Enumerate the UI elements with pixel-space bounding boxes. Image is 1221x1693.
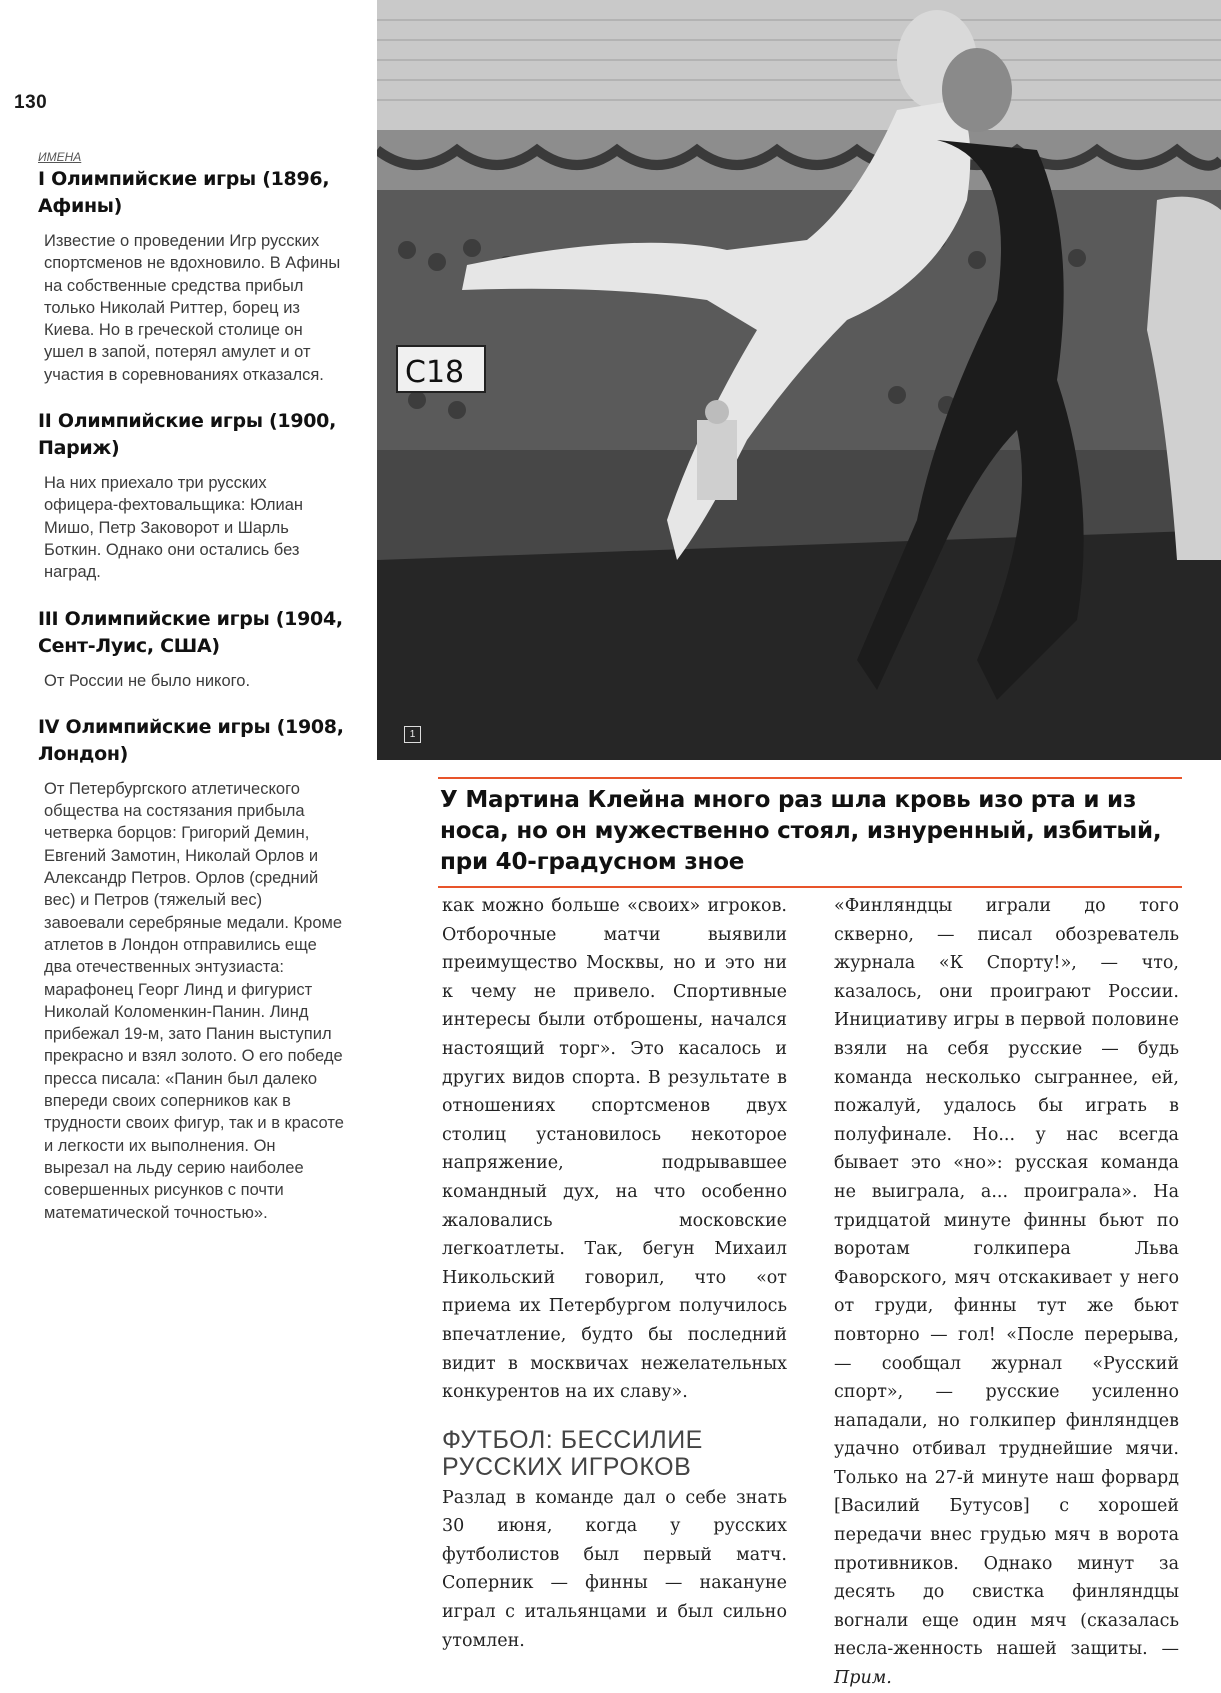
- footnote-marker: Прим.: [834, 1668, 892, 1689]
- sidebar-body: На них приехало три русских офицера-фехтовальщика: Юлиан Мишо, Петр Заковорот и Шарль Боткин. Однако они остались без наград.: [44, 474, 304, 582]
- article-paragraph: Разлад в команде дал о себе знать 30 июня, когда у русских футболистов был первый матч. Соперник — финны — накануне играл с итальянцами и был сильно утомлен.: [442, 1487, 787, 1651]
- section-heading-football: ФУТБОЛ: БЕССИЛИЕ РУССКИХ ИГРОКОВ: [442, 1425, 703, 1481]
- sidebar-section-1900: [38, 408, 348, 583]
- number-sign-text: C18: [405, 355, 465, 390]
- sidebar-names: [38, 150, 348, 1246]
- holding-wrestler-head: [942, 48, 1012, 132]
- sidebar-heading: II Олимпийские игры (1900, Париж): [38, 410, 337, 460]
- pullquote-rule-bottom: [438, 886, 1182, 888]
- sidebar-heading: III Олимпийские игры (1904, Сент-Луис, США): [38, 607, 343, 657]
- sidebar-heading: IV Олимпийские игры (1908, Лондон): [38, 715, 344, 765]
- wrestling-photo-illustration: [377, 0, 1221, 760]
- sidebar-section-1908: [38, 714, 348, 1224]
- sidebar-section-1904: [38, 606, 348, 692]
- photo-number-badge: 1: [404, 726, 421, 743]
- official-head: [705, 400, 729, 424]
- article-paragraph: [834, 892, 1179, 1693]
- official-figure: [697, 420, 737, 500]
- page-number: 130: [14, 92, 48, 113]
- article-paragraph: как можно больше «своих» игроков. Отборочные матчи выявили преимущество Москвы, но и это ни к чему не привело. Спортивные интересы были отброшены, начался настоящий торг». Это касалось и других видов спорта. В результате в отношениях спортсменов двух столиц установилось некоторое напряжение, подрывавшее командный дух, на что особенно жаловались московские легкоатлеты. Так, бегун Михаил Никольский говорил, что «от приема их Петербургом получилось впечатление, будто бы последний видит в москвичах нежелательных конкурентов на их славу».: [442, 896, 787, 1403]
- sidebar-kicker: ИМЕНА: [38, 150, 82, 164]
- wrestling-photo: [377, 0, 1221, 760]
- sidebar-body: От России не было никого.: [44, 671, 251, 690]
- article-column-1: [442, 892, 787, 1655]
- article-paragraph-text: «Финляндцы играли до того скверно, — писал обозреватель журнала «К Спорту!», — что, казалось, они проиграют России. Инициативу игры в первой половине взяли на себя русские — будь команда несколько сыграннее, ей, пожалуй, удалось бы играть в полуфинале. Но... у нас всегда бывает это «но»: русская команда не выиграла, а... проиграла». На тридцатой минуте финны бьют по воротам голкипера Льва Фаворского, мяч отскакивает у него от груди, финны тут же бьют повторно — гол! «После перерыва, — сообщал журнал «Русский спорт», — русские усиленно нападали, но голкипер финляндцев удачно отбивал труднейшие мячи. Только на 27-й минуте наш форвард [Василий Бутусов] с хорошей передачи внес грудью мяч в ворота противников. Однако минут за десять до свистка финляндцы вогнали еще один мяч (сказалась несла-женность нашей защиты. —: [834, 896, 1179, 1660]
- sidebar-body: Известие о проведении Игр русских спортсменов не вдохновило. В Афины на собственные средства прибыл только Николай Риттер, борец из Киева. Но в греческой столице он ушел в запой, потерял амулет и от участия в соревнованиях отказался.: [44, 232, 341, 384]
- pullquote-rule-top: [438, 777, 1182, 779]
- sidebar-body: От Петербургского атлетического общества на состязания прибыла четверка борцов: Григорий Демин, Евгений Замотин, Николай Орлов и Александр Петров. Орлов (средний вес) и Петров (тяжелый вес) завоевали серебряные медали. Кроме атлетов в Лондон отправились еще два отечественных энтузиаста: марафонец Георг Линд и фигурист Николай Коломенкин-Панин. Линд прибежал 19-м, зато Панин выступил прекрасно и взял золото. О его победе пресса писала: «Панин был далеко впереди своих соперников как в трудности своих фигур, так и в красоте и легкости их выполнения. Он вырезал на льду серию наиболее совершенных рисунков с почти математической точностью».: [44, 779, 344, 1222]
- mat: [377, 530, 1221, 760]
- sidebar-section-1896: [38, 166, 348, 386]
- sidebar-heading: I Олимпийские игры (1896, Афины): [38, 168, 330, 217]
- pullquote: У Мартина Клейна много раз шла кровь изо рта и из носа, но он мужественно стоял, изнуренный, избитый, при 40-градусном зное: [440, 787, 1162, 875]
- article-column-2: [834, 892, 1179, 1693]
